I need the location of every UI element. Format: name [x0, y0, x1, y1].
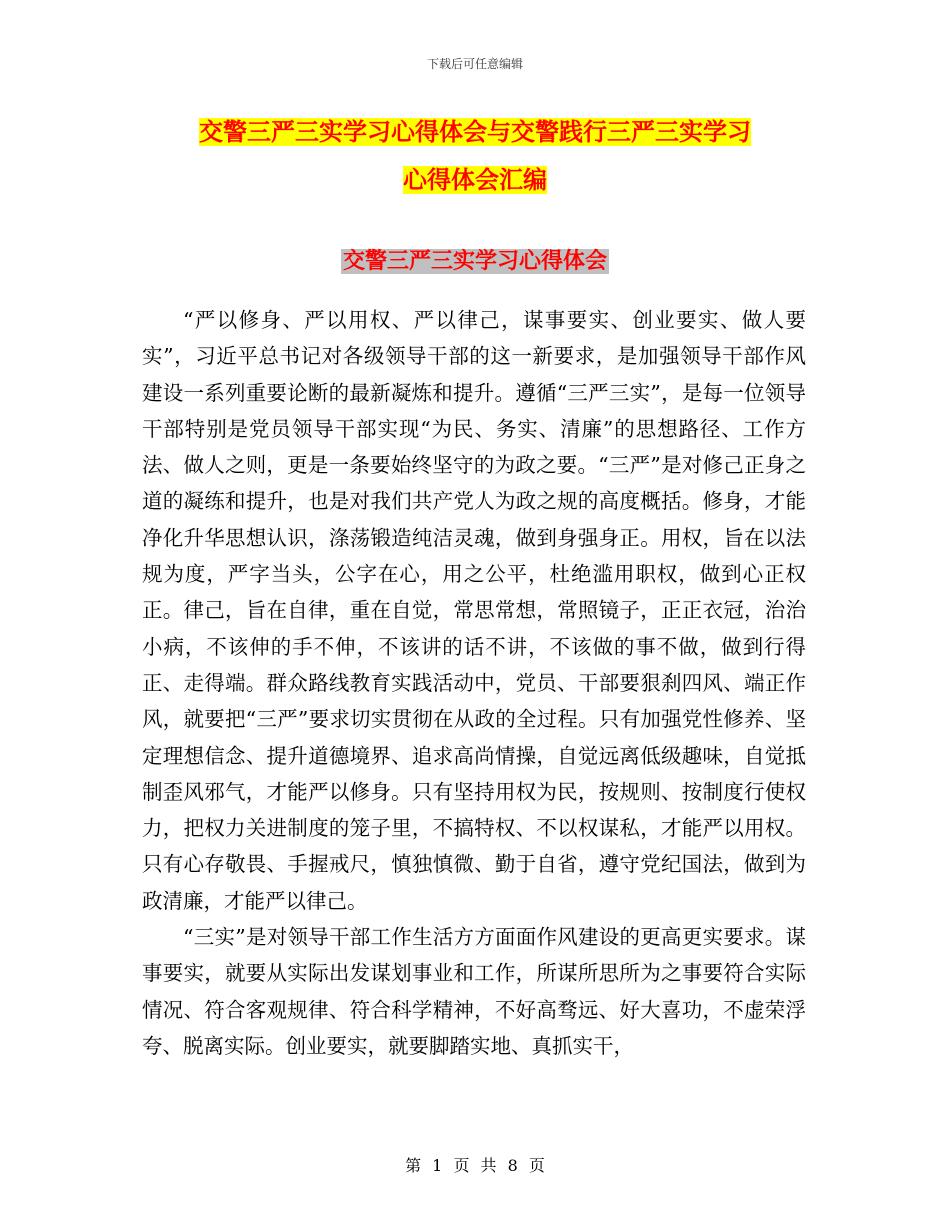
document-body [142, 302, 806, 1064]
section-title-text: 交警三严三实学习心得体会 [342, 249, 607, 274]
section-title [0, 245, 950, 279]
document-title [160, 108, 790, 204]
body-paragraph-1: “严以修身、严以用权、严以律己，谋事要实、创业要实、做人要实”，习近平总书记对各级领导干部的这一新要求，是加强领导干部作风建设一系列重要论断的最新凝炼和提升。遵循“三严三实”，是每一位领导干部特别是党员领导干部实现“为民、务实、清廉”的思想路径、工作方法、做人之则，更是一条要始终坚守的为政之要。“三严”是对修己正身之道的凝练和提升，也是对我们共产党人为政之规的高度概括。修身，才能净化升华思想认识，涤荡锻造纯洁灵魂，做到身强身正。用权，旨在以法规为度，严字当头，公字在心，用之公平，杜绝滥用职权，做到心正权正。律己，旨在自律，重在自觉，常思常想，常照镜子，正正衣冠，治治小病，不该伸的手不伸，不该讲的话不讲，不该做的事不做，做到行得正、走得端。群众路线教育实践活动中，党员、干部要狠刹四风、端正作风，就要把“三严”要求切实贯彻在从政的全过程。只有加强党性修养、坚定理想信念、提升道德境界、追求高尚情操，自觉远离低级趣味，自觉抵制歪风邪气，才能严以修身。只有坚持用权为民，按规则、按制度行使权力，把权力关进制度的笼子里，不搞特权、不以权谋私，才能严以用权。只有心存敬畏、手握戒尺，慎独慎微、勤于自省，遵守党纪国法，做到为政清廉，才能严以律己。 [142, 308, 806, 913]
document-title-line-2: 心得体会汇编 [403, 166, 547, 194]
header-note: 下载后可任意编辑 [426, 57, 523, 71]
body-paragraph-2: “三实”是对领导干部工作生活方方面面作风建设的更高更实要求。谋事要实，就要从实际出发谋划事业和工作，所谋所思所为之事要符合实际情况、符合客观规律、符合科学精神，不好高骛远、好大喜功，不虚荣浮夸、脱离实际。创业要实，就要脚踏实地、真抓实干， [142, 925, 806, 1058]
page-footer: 第 1 页 共 8 页 [405, 1156, 545, 1175]
document-title-line-1: 交警三严三实学习心得体会与交警践行三严三实学习 [199, 118, 751, 146]
